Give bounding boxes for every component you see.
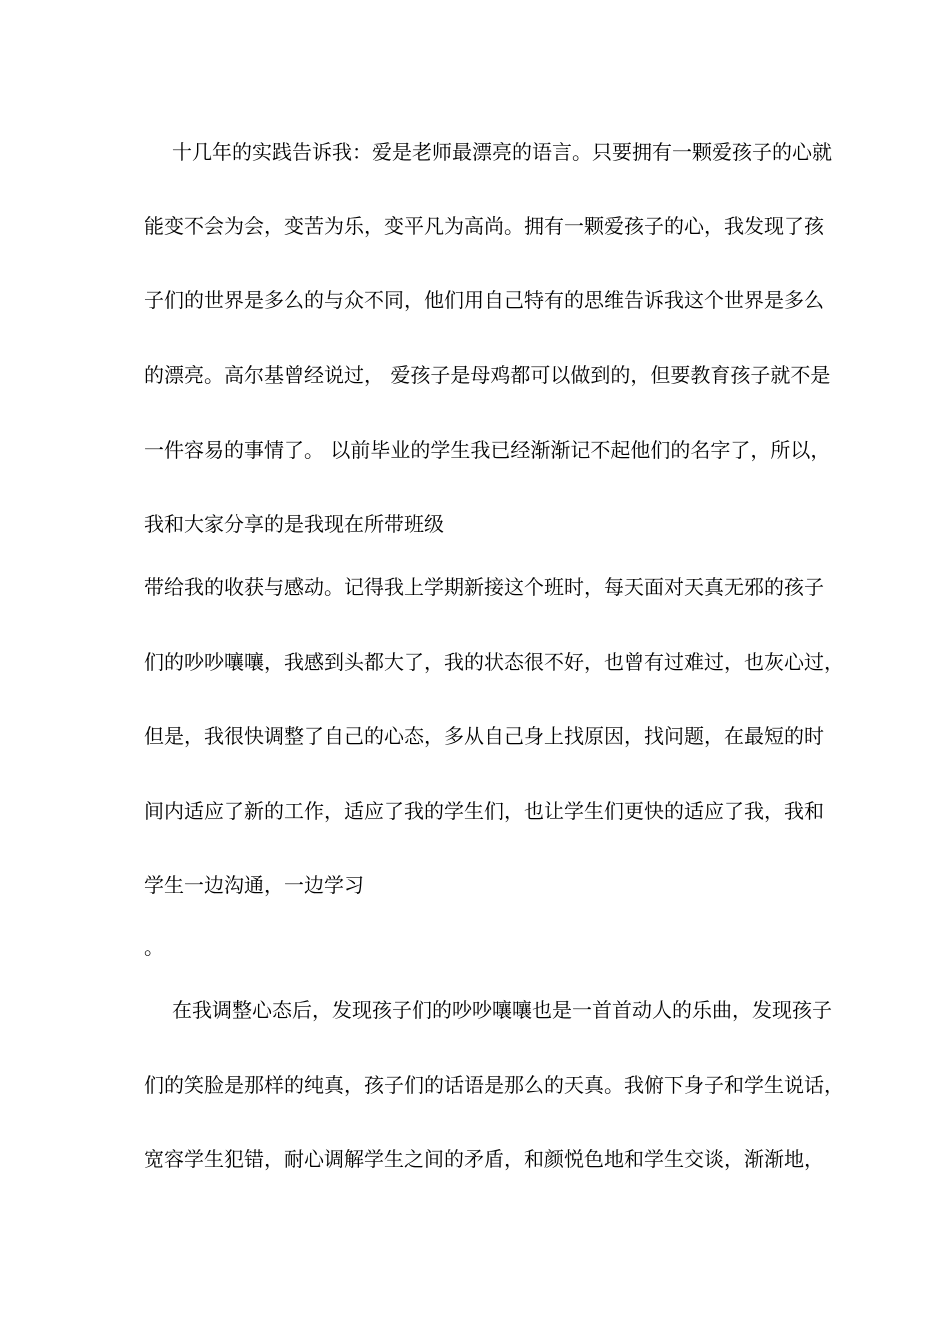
- text-line-11: 学生一边沟通，一边学习: [144, 873, 364, 897]
- text-line-5: 一件容易的事情了。 以前毕业的学生我已经渐渐记不起他们的名字了，所以，: [144, 438, 831, 462]
- text-line-4: 的漂亮。高尔基曾经说过， 爱孩子是母鸡都可以做到的，但要教育孩子就不是: [144, 363, 831, 387]
- text-line-6: 我和大家分享的是我现在所带班级: [144, 512, 444, 536]
- text-line-1: 十几年的实践告诉我：爱是老师最漂亮的语言。只要拥有一颗爱孩子的心就: [172, 140, 832, 164]
- text-line-3: 子们的世界是多么的与众不同，他们用自己特有的思维告诉我这个世界是多么: [144, 288, 824, 312]
- text-line-9: 但是，我很快调整了自己的心态，多从自己身上找原因，找问题，在最短的时: [144, 724, 824, 748]
- text-line-10: 间内适应了新的工作，适应了我的学生们，也让学生们更快的适应了我，我和: [144, 799, 824, 823]
- text-line-7: 带给我的收获与感动。记得我上学期新接这个班时，每天面对天真无邪的孩子: [144, 575, 824, 599]
- text-line-13: 在我调整心态后，发现孩子们的吵吵嚷嚷也是一首首动人的乐曲，发现孩子: [172, 998, 832, 1022]
- text-line-15: 宽容学生犯错，耐心调解学生之间的矛盾，和颜悦色地和学生交谈，渐渐地，: [144, 1147, 824, 1171]
- text-line-8: 们的吵吵嚷嚷，我感到头都大了，我的状态很不好，也曾有过难过，也灰心过，: [144, 650, 844, 674]
- text-line-14: 们的笑脸是那样的纯真，孩子们的话语是那么的天真。我俯下身子和学生说话，: [144, 1073, 844, 1097]
- text-line-12: 。: [144, 935, 164, 959]
- text-line-2: 能变不会为会，变苦为乐，变平凡为高尚。拥有一颗爱孩子的心，我发现了孩: [144, 214, 824, 238]
